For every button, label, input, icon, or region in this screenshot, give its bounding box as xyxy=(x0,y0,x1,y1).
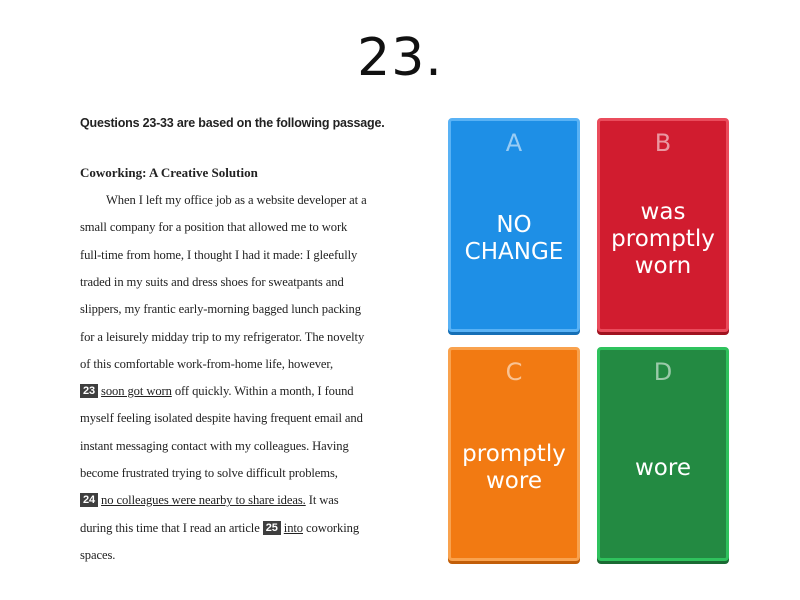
underlined-phrase: no colleagues were nearby to share ideas. xyxy=(101,493,306,508)
passage-text: When I left my office job as a website developer at a xyxy=(106,193,367,207)
question-marker: 25 xyxy=(263,521,281,535)
answer-option-a[interactable] xyxy=(448,118,580,332)
answer-option-d[interactable] xyxy=(597,347,729,561)
passage-text: during this time that I read an article xyxy=(80,520,263,535)
passage-line xyxy=(80,275,344,290)
option-letter: D xyxy=(653,358,673,386)
passage-text: slippers, my frantic early-morning bagged lunch packing xyxy=(80,302,361,317)
passage-text: It was xyxy=(305,493,339,508)
passage-line xyxy=(80,521,359,536)
passage-text: coworking xyxy=(303,520,360,535)
passage-text: spaces. xyxy=(80,547,116,562)
passage-line xyxy=(80,302,361,317)
underlined-phrase: into xyxy=(283,520,303,535)
passage-line xyxy=(80,466,338,481)
option-text: promptly wore xyxy=(462,441,566,494)
passage-text: off quickly. Within a month, I found xyxy=(171,384,354,399)
passage-line xyxy=(106,193,367,208)
passage-line xyxy=(80,248,357,263)
option-text: was promptly worn xyxy=(611,198,715,279)
passage-line xyxy=(80,493,339,508)
passage-line xyxy=(80,548,115,563)
passage-text: become frustrated trying to solve difficult problems, xyxy=(80,466,338,480)
passage-line xyxy=(80,220,347,235)
passage-text: instant messaging contact with my colleagues. Having xyxy=(80,438,349,453)
passage-line xyxy=(80,384,353,399)
passage-text: small company for a position that allowed me to work xyxy=(80,220,348,235)
passage-line xyxy=(80,330,364,345)
question-marker: 23 xyxy=(80,384,98,398)
option-text: NO CHANGE xyxy=(464,212,564,265)
reading-passage xyxy=(78,113,428,573)
question-marker: 24 xyxy=(80,493,98,507)
passage-title: Coworking: A Creative Solution xyxy=(80,165,258,180)
passage-text: of this comfortable work-from-home life, however, xyxy=(80,356,334,371)
option-letter: A xyxy=(505,129,523,157)
passage-line xyxy=(80,439,349,454)
question-number: 23. xyxy=(357,28,443,88)
passage-text: for a leisurely midday trip to my refrigerator. The novelty xyxy=(80,329,365,344)
option-text: wore xyxy=(635,454,691,481)
option-letter: C xyxy=(505,358,523,386)
passage-line xyxy=(80,411,363,426)
passage-text: myself feeling isolated despite having frequent email and xyxy=(80,411,363,426)
underlined-phrase: soon got worn xyxy=(101,384,172,399)
passage-text: traded in my suits and dress shoes for sweatpants and xyxy=(80,274,344,289)
passage-text: full-time from home, I thought I had it made: I gleefully xyxy=(80,247,358,262)
option-letter: B xyxy=(654,129,672,157)
passage-header: Questions 23-33 are based on the following passage. xyxy=(80,116,385,130)
answer-option-b[interactable] xyxy=(597,118,729,332)
passage-line xyxy=(80,357,333,372)
answer-option-c[interactable] xyxy=(448,347,580,561)
